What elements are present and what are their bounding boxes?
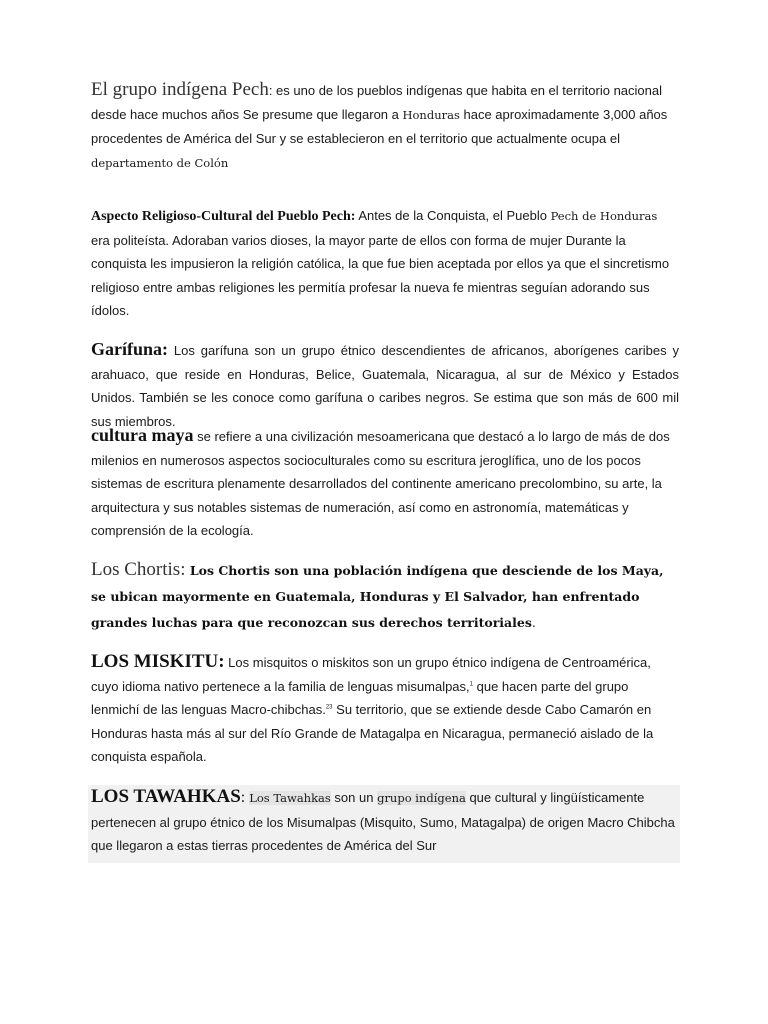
maya-text: se refiere a una — [193, 429, 292, 444]
civilizacion-link: civilización — [291, 429, 354, 444]
footnote-23: 23 — [325, 704, 333, 711]
departamento-text: departamento de Colón — [91, 155, 229, 170]
maya-text: plenamente desarrollados del continente americano — [213, 476, 520, 491]
numeracion-link: numeración — [322, 499, 391, 515]
miskitu-text-2: que hacen parte del grupo lenmichí de las lenguas Macro-chibchas. — [91, 678, 629, 717]
garifuna-heading: Garífuna: — [91, 339, 169, 359]
maya-text: , matemáticas y comprensión de la ecología. — [91, 499, 629, 538]
pech-de-honduras-text: Pech de Honduras — [550, 209, 658, 223]
footnote-1: 1 — [469, 681, 473, 688]
religioso-text-2: era politeísta. Adoraban varios dioses, la mayor parte de ellos con forma de mujer Durante la conquista les impusieron la religión católica, la que fue bien aceptada por ellos ya que el sincretismo religioso entre ambas religiones les permitía profesar la nueva fe mientras seguían adorando sus ídolos. — [91, 232, 670, 318]
miskitu-text-1: Los misquitos o miskitos son un grupo étnico indígena de Centroamérica, cuyo idioma nativo pertenece a la familia de lenguas misumalpas, — [91, 655, 651, 694]
chortis-text: Los Chortis son una población indígena que desciende de los Maya, se ubican mayormente en Guatemala, Honduras y El Salvador, han enfrentado grandes luchas para que reconozcan sus derechos territoriales — [91, 563, 664, 630]
maya-text: , así como en — [390, 499, 473, 515]
maya-paragraph — [91, 424, 679, 543]
maya-text: , la — [644, 476, 662, 491]
chortis-paragraph — [91, 557, 679, 636]
miskitu-heading: LOS MISKITU: — [91, 651, 225, 672]
grupo-indigena-link: grupo indígena — [377, 791, 466, 805]
garifuna-paragraph — [91, 338, 679, 433]
chortis-heading: Los Chortis: — [91, 559, 186, 580]
tawahkas-heading: LOS TAWAHKAS — [91, 786, 241, 807]
arquitectura-link: arquitectura — [91, 499, 160, 515]
tawahkas-text-1: son un — [330, 790, 378, 805]
pech-text-2: hace aproximadamente 3,000 años procedentes de América del Sur y se establecieron en el territorio que actualmente ocupa el — [91, 106, 668, 146]
pech-heading: El grupo indígena Pech — [91, 79, 269, 100]
miskitu-text-3: Su territorio, que se extiende desde Cabo Camarón en Honduras hasta más al sur del Río Grande de Matagalpa en Nicaragua, permaneció aislado de la conquista española. — [91, 702, 654, 764]
garifuna-text: Los garífuna son un grupo étnico descendientes de africanos, aborígenes caribes y arahuaco, que reside en Honduras, Belice, Guatemala, Nicaragua, al sur de México y Estados Unidos. También se les conoce como garífuna o caribes negros. Se estima que son más de 600 mil sus miembros. — [91, 343, 679, 429]
pech-paragraph — [91, 78, 679, 175]
sistemas-link: sistemas de escritura — [91, 476, 214, 491]
maya-heading: cultura maya — [91, 425, 194, 445]
pech-text-1: : es uno de los pueblos indígenas que habita en el territorio nacional desde hace muchos años Se presume que llegaron a — [91, 83, 662, 122]
escritura-link: escritura jeroglífica — [426, 452, 536, 468]
miskitu-paragraph — [91, 650, 679, 769]
maya-text: y sus notables sistemas de — [159, 499, 323, 515]
precolombino-link: precolombino — [519, 476, 598, 491]
maya-text: que destacó a lo largo de más de dos milenios en numerosos aspectos socioculturales como su — [91, 429, 670, 468]
honduras-link: Honduras — [402, 107, 460, 122]
tawahkas-paragraph — [91, 785, 679, 858]
maya-text: , uno de los pocos — [535, 452, 641, 468]
arte-link: arte — [622, 476, 645, 491]
maya-text: , su — [597, 476, 623, 491]
chortis-end: . — [531, 615, 536, 630]
mesoamericana-link: mesoamericana — [356, 429, 450, 444]
religioso-paragraph — [91, 204, 679, 323]
tawahkas-text-2: que cultural y lingüísticamente pertenecen al grupo étnico de los Misumalpas (Misquito, Sumo, Matagalpa) de origen Macro Chibcha que llegaron a estas tierras procedentes de América del Sur — [91, 790, 675, 853]
religioso-text-1: Antes de la Conquista, el Pueblo — [355, 208, 551, 223]
astronomia-link: astronomía — [472, 499, 538, 515]
los-tawahkas-text: Los Tawahkas — [249, 791, 331, 805]
tawahkas-colon: : — [240, 789, 250, 806]
religioso-heading: Aspecto Religioso-Cultural del Pueblo Pech: — [91, 209, 356, 224]
